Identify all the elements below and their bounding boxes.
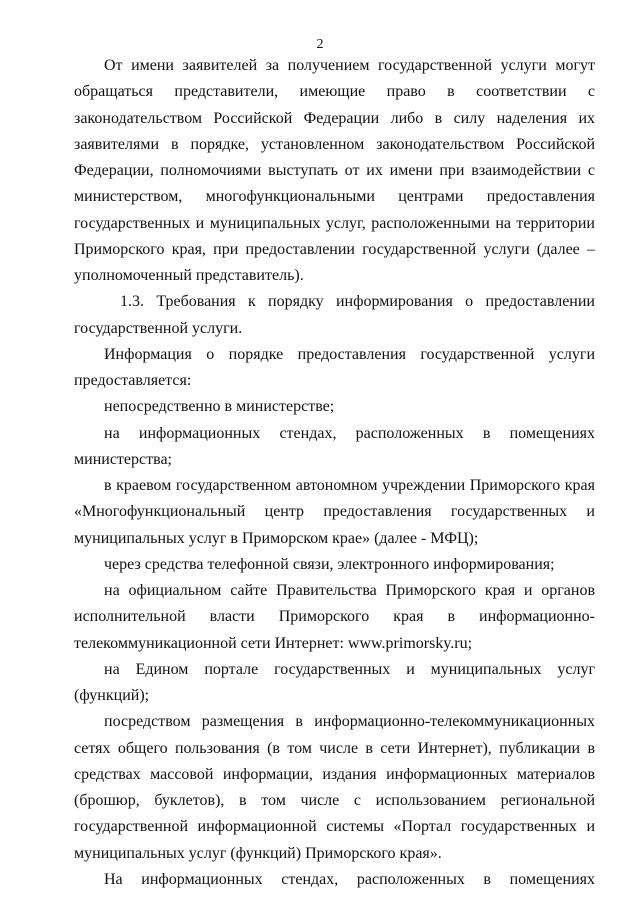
document-body — [74, 53, 595, 893]
list-item-mfc: в краевом государственном автономном учреждении Приморского края «Многофункциональный центр предоставления государственных и муниципальных услуг в Приморском крае» (далее - МФЦ); — [74, 477, 595, 547]
paragraph-stands-continued: На информационных стендах, расположенных в помещениях — [104, 870, 595, 888]
paragraph-information: Информация о порядке предоставления государственной услуги предоставляется: — [74, 345, 595, 389]
list-item-website: на официальном сайте Правительства Приморского края и органов исполнительной власти Приморского края в информационно-телекоммуникационной сети Интернет: www.primorsky.ru; — [74, 582, 595, 652]
list-item-phone: через средства телефонной связи, электронного информирования; — [104, 555, 555, 573]
list-item-ministry: непосредственно в министерстве; — [104, 398, 335, 416]
list-item-networks: посредством размещения в информационно-телекоммуникационных сетях общего пользования (в том числе в сети Интернет), публикации в средствах массовой информации, издания информационных материалов (брошюр, буклетов), в том числе с использованием региональной государственной информационной системы «Портал государственных и муниципальных услуг (функций) Приморского края». — [74, 713, 595, 862]
list-item-stands: на информационных стендах, расположенных в помещениях министерства; — [74, 424, 595, 468]
paragraph-representatives: От имени заявителей за получением государственной услуги могут обращаться представители, имеющие право в соответствии с законодательством Российской Федерации либо в силу наделения их заявителями в порядке, установленном законодательством Российской Федерации, полномочиями выступать от их имени при взаимодействии с министерством, многофункциональными центрами предоставления государственных и муниципальных услуг, расположенными на территории Приморского края, при предоставлении государственной услуги (далее – уполномоченный представитель). — [74, 57, 595, 284]
page-number: 2 — [316, 37, 324, 52]
section-heading-1-3: 1.3. Требования к порядку информирования о предоставлении государственной услуги. — [74, 293, 595, 337]
list-item-portal: на Едином портале государственных и муниципальных услуг (функций); — [74, 660, 595, 704]
